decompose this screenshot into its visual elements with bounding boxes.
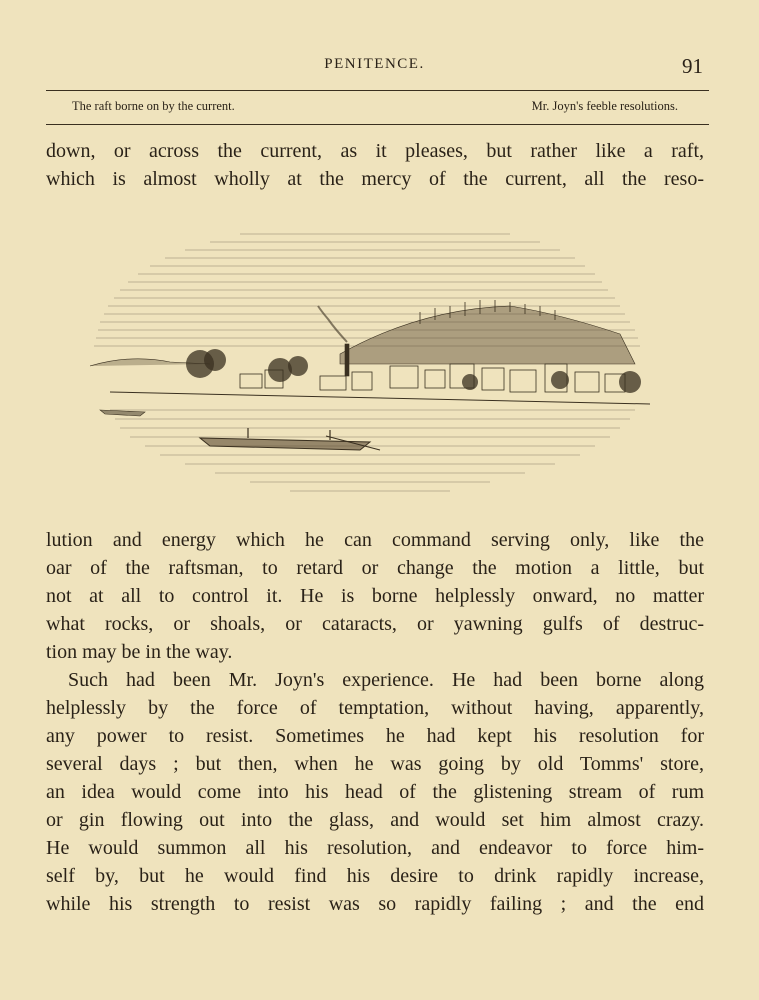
marginal-subheads [72,99,678,117]
river-town-engraving [90,214,660,510]
text-line: an idea would come into his head of the glistening stream of rum [46,781,704,803]
text-line: Such had been Mr. Joyn's experience. He had been borne along [68,669,704,691]
text-line: or gin flowing out into the glass, and would set him almost crazy. [46,809,704,831]
page-number: 91 [682,54,703,78]
text-line: helplessly by the force of temptation, without having, apparently, [46,697,704,719]
text-block-bottom [46,527,704,919]
text-line: oar of the raftsman, to retard or change the motion a little, but [46,557,704,579]
text-line: several days ; but then, when he was going by old Tomms' store, [46,753,704,775]
text-line: down, or across the current, as it pleases, but rather like a raft, [46,140,704,162]
shoreline [110,392,650,404]
text-line: He would summon all his resolution, and endeavor to force him- [46,837,704,859]
subhead-left: The raft borne on by the current. [72,99,235,113]
text-block-top [46,138,704,194]
text-line: what rocks, or shoals, or cataracts, or yawning gulfs of destruc- [46,613,704,635]
text-line: not at all to control it. He is borne helplessly onward, no matter [46,585,704,607]
running-title: PENITENCE. [324,56,425,72]
text-line: lution and energy which he can command serving only, like the [46,529,704,551]
text-line: self by, but he would find his desire to drink rapidly increase, [46,865,704,887]
running-head [46,54,703,80]
water-hatching [110,410,635,491]
header-rule-bottom [46,124,709,125]
subhead-right: Mr. Joyn's feeble resolutions. [531,99,678,113]
text-line: tion may be in the way. [46,641,233,663]
chimney [345,344,349,376]
header-rule-top [46,90,709,91]
small-boat [100,410,145,416]
raft [200,438,370,450]
wooded-hill [340,306,635,364]
text-line: which is almost wholly at the mercy of the current, all the reso- [46,168,704,190]
text-line: any power to resist. Sometimes he had kept his resolution for [46,725,704,747]
text-line: while his strength to resist was so rapidly failing ; and the end [46,893,704,915]
smoke [318,306,347,342]
